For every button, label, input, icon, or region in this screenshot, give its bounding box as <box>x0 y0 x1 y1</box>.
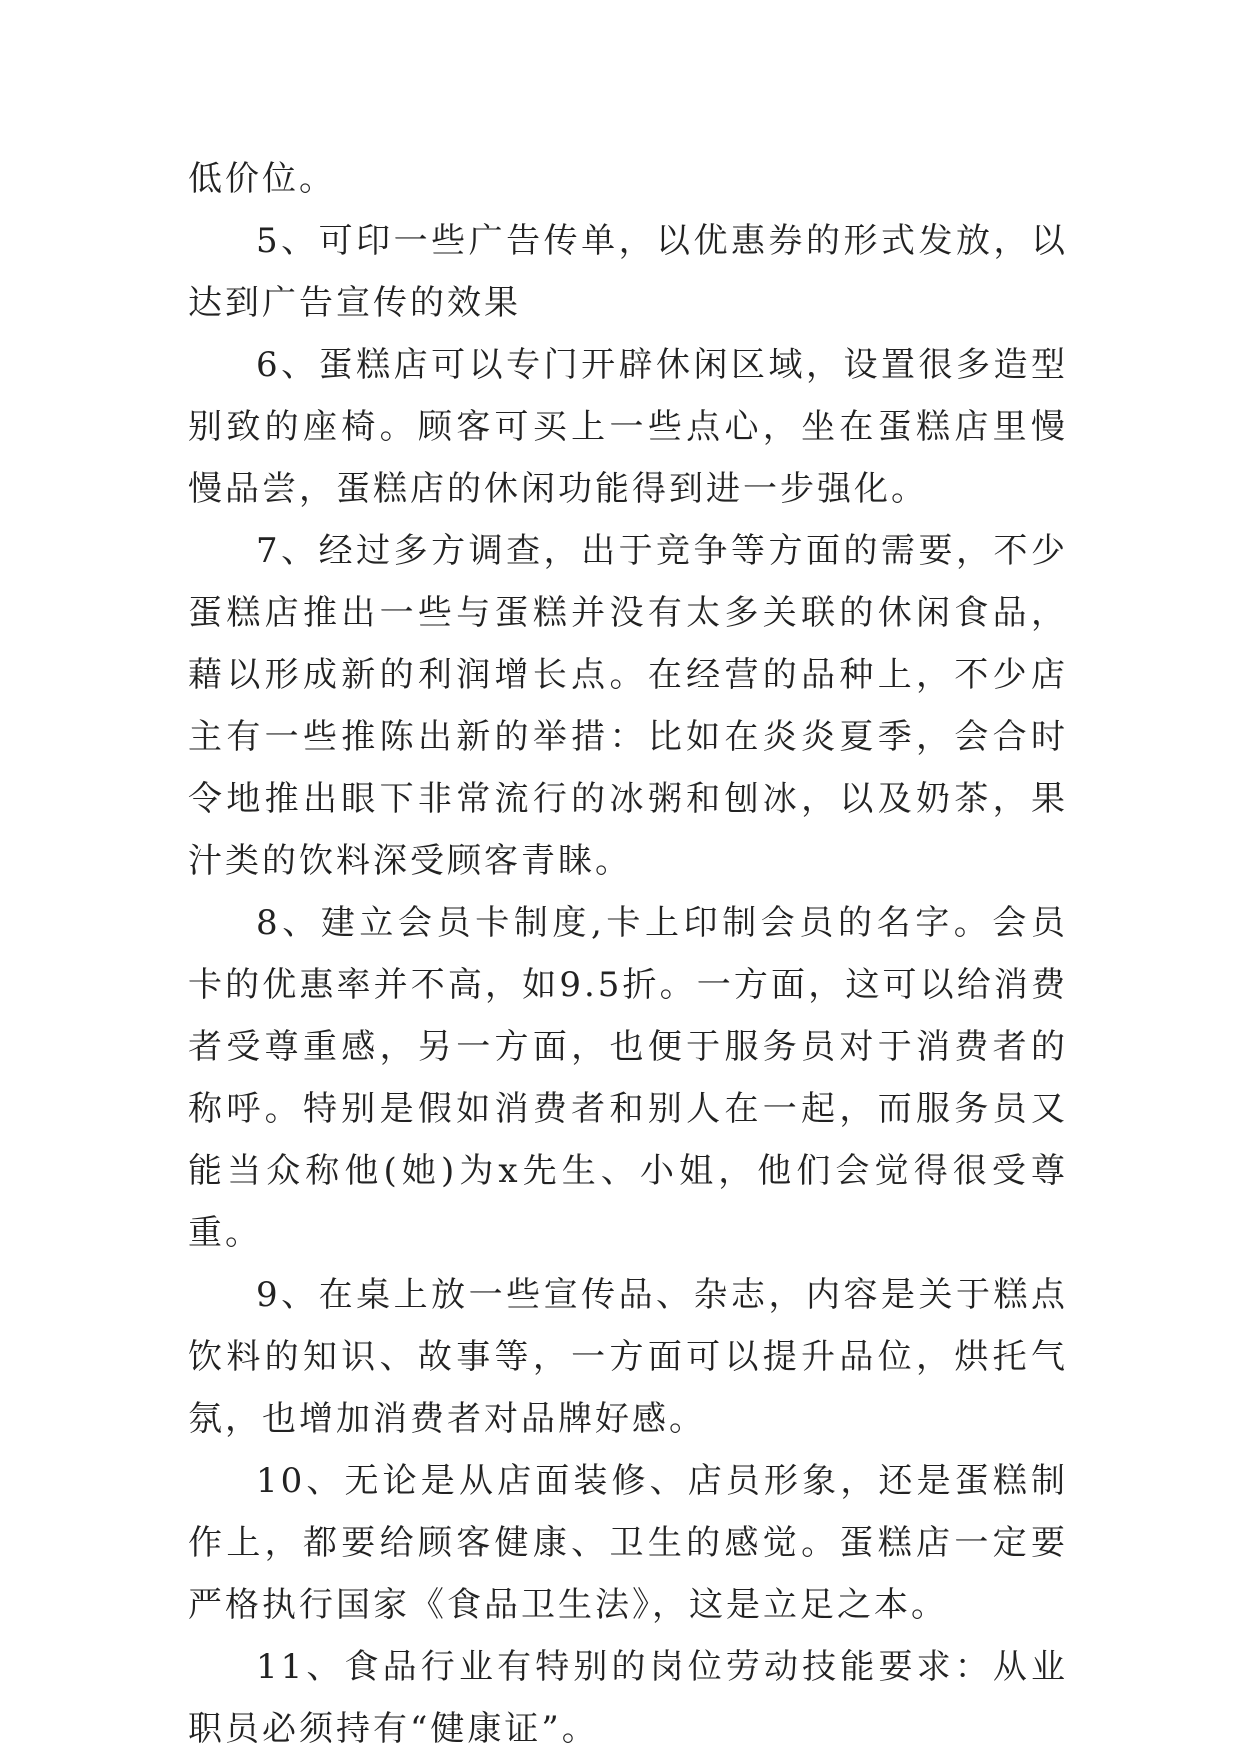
paragraph-item-6: 6、蛋糕店可以专门开辟休闲区域，设置很多造型别致的座椅。顾客可买上一些点心，坐在蛋糕店里慢慢品尝，蛋糕店的休闲功能得到进一步强化。 <box>188 345 1068 509</box>
paragraph-item-9: 9、在桌上放一些宣传品、杂志，内容是关于糕点饮料的知识、故事等，一方面可以提升品位，烘托气氛，也增加消费者对品牌好感。 <box>188 1275 1068 1439</box>
document-body <box>188 148 1068 1760</box>
paragraph-item-10: 10、无论是从店面装修、店员形象，还是蛋糕制作上，都要给顾客健康、卫生的感觉。蛋糕店一定要严格执行国家《食品卫生法》，这是立足之本。 <box>188 1461 1068 1625</box>
paragraph-continuation: 低价位。 <box>188 159 336 199</box>
paragraph-item-8: 8、建立会员卡制度,卡上印制会员的名字。会员卡的优惠率并不高，如9.5折。一方面，这可以给消费者受尊重感，另一方面，也便于服务员对于消费者的称呼。特别是假如消费者和别人在一起，而服务员又能当众称他(她)为x先生、小姐，他们会觉得很受尊重。 <box>188 903 1068 1253</box>
paragraph-item-11: 11、食品行业有特别的岗位劳动技能要求：从业职员必须持有“健康证”。 <box>188 1647 1068 1749</box>
paragraph-item-5: 5、可印一些广告传单，以优惠券的形式发放，以达到广告宣传的效果 <box>188 221 1068 323</box>
paragraph-item-7: 7、经过多方调查，出于竞争等方面的需要，不少蛋糕店推出一些与蛋糕并没有太多关联的休闲食品，藉以形成新的利润增长点。在经营的品种上，不少店主有一些推陈出新的举措：比如在炎炎夏季，会合时令地推出眼下非常流行的冰粥和刨冰，以及奶茶，果汁类的饮料深受顾客青睐。 <box>188 531 1068 881</box>
